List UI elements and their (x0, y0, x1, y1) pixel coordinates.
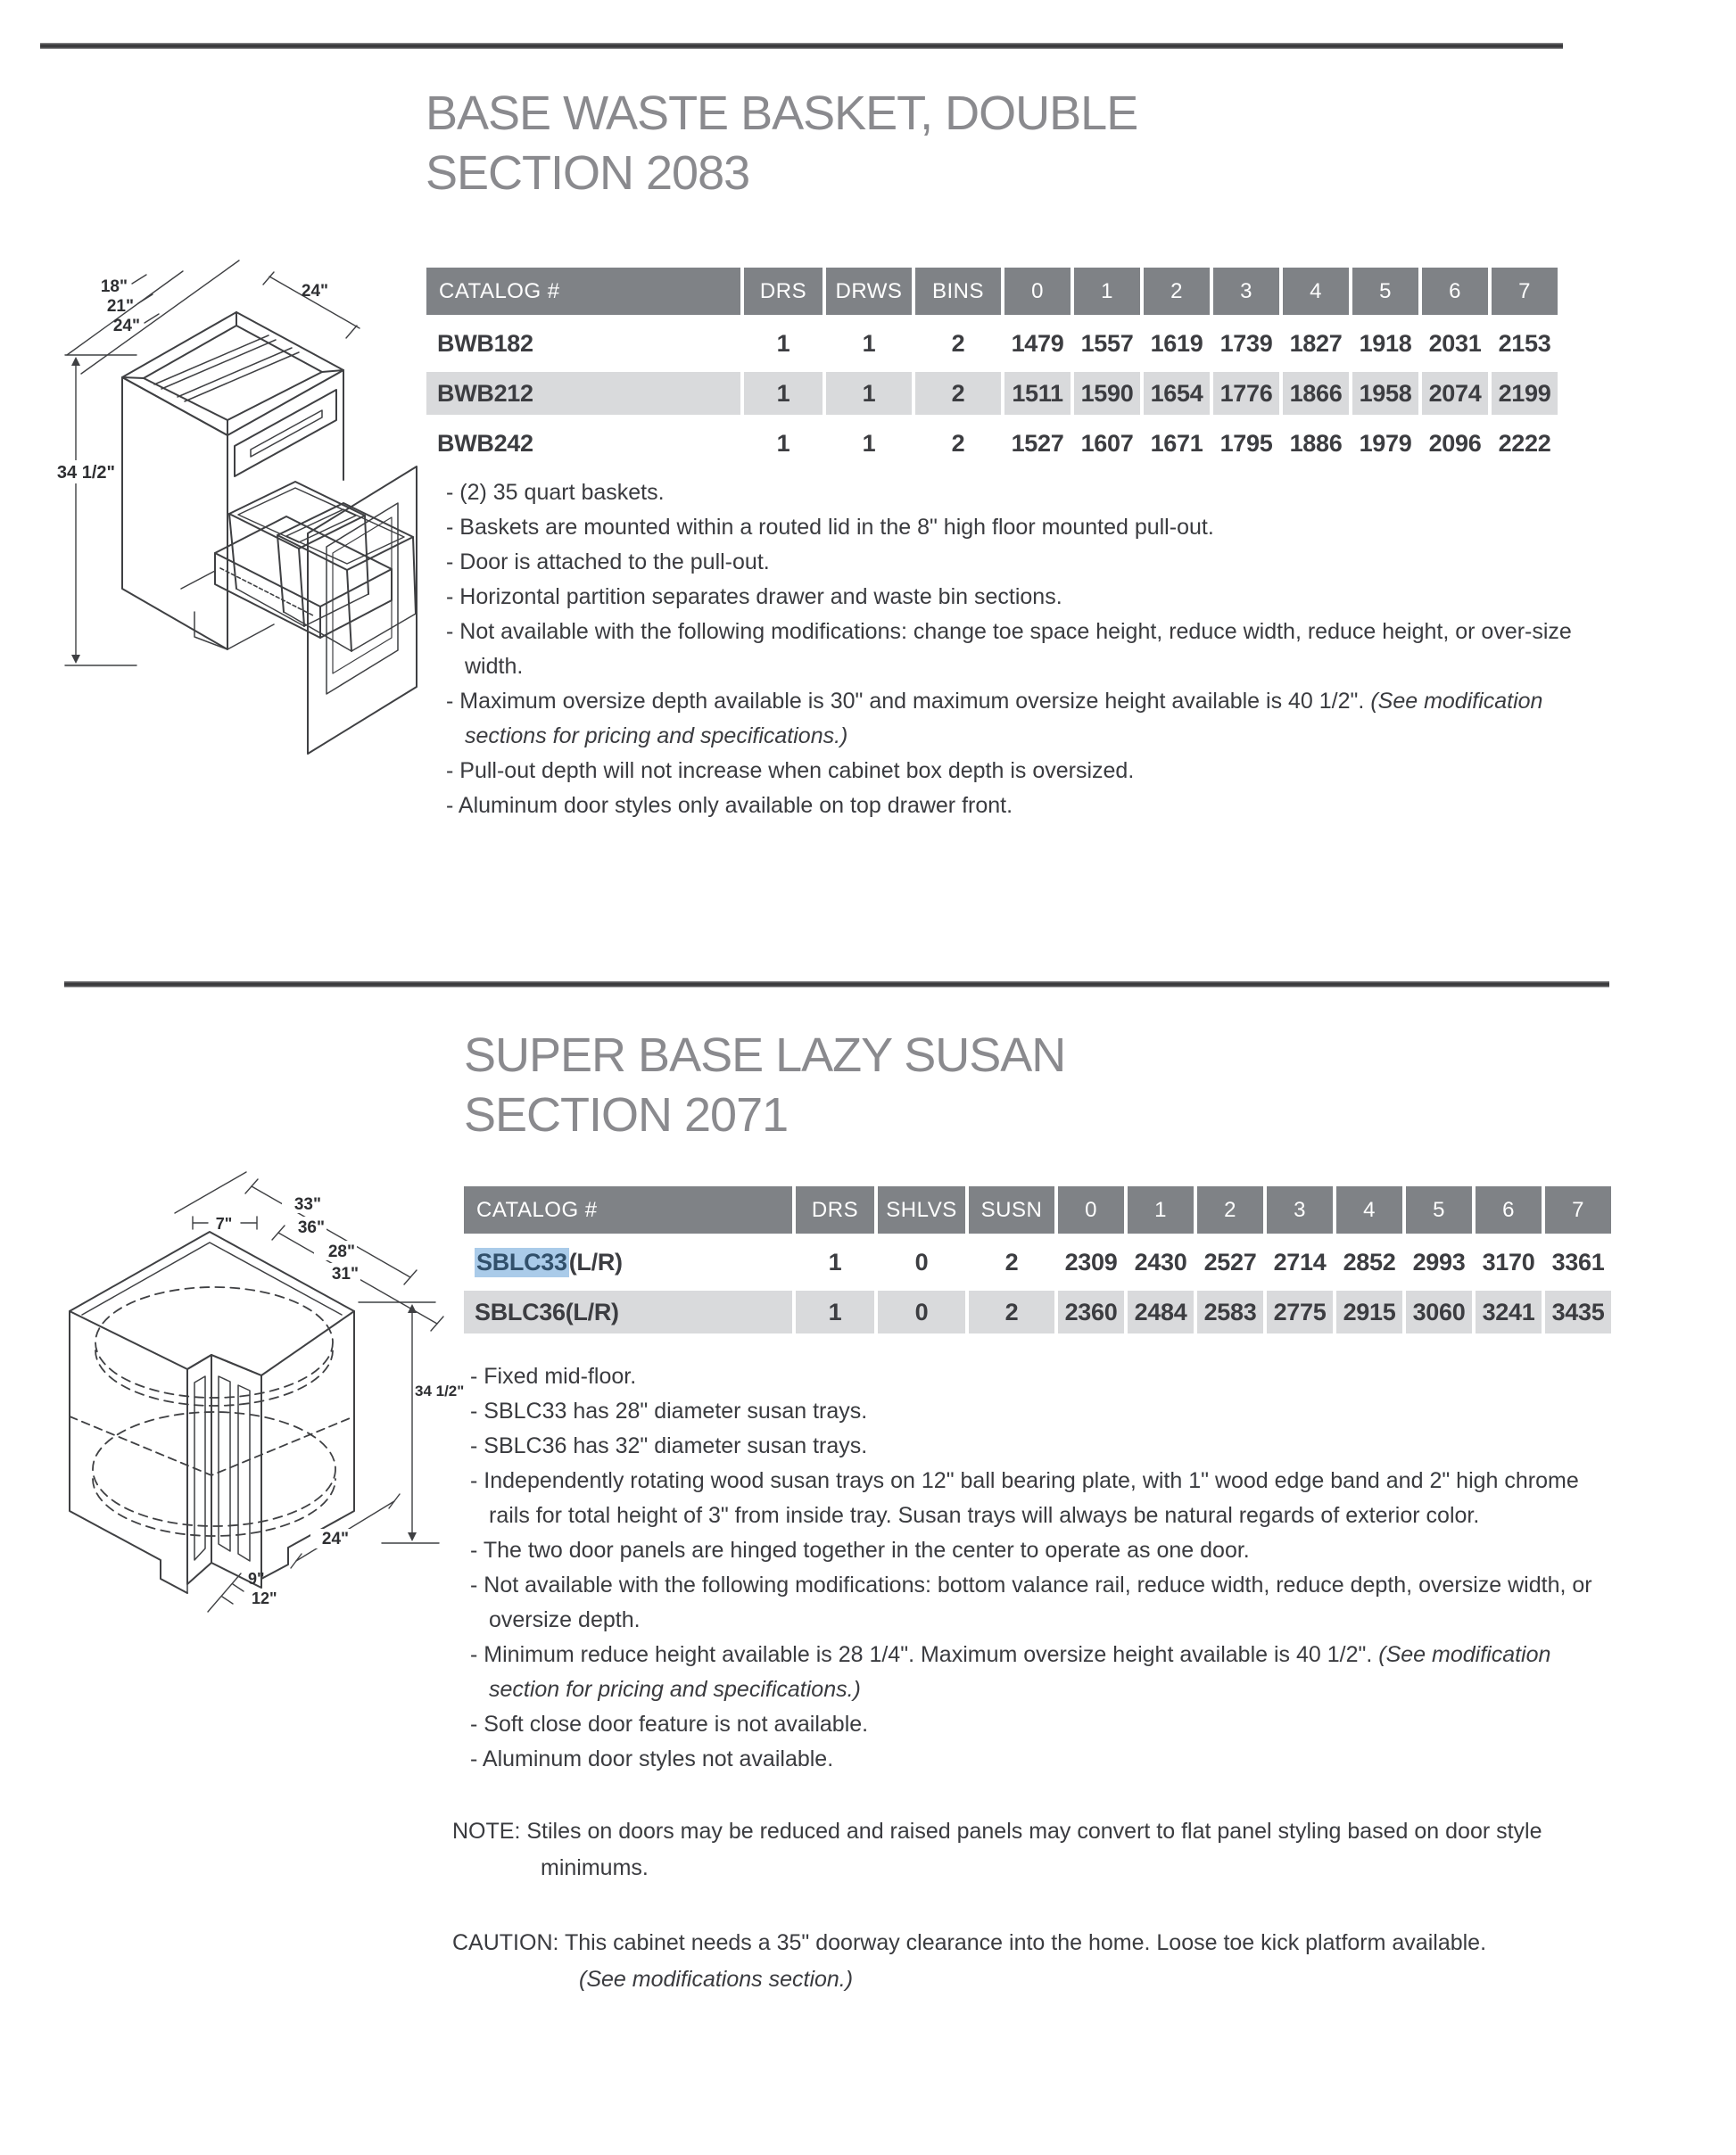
table-cell: 1479 (1011, 329, 1064, 357)
column-header: 4 (1336, 1186, 1402, 1234)
catalog-cell: SBLC36(L/R) (464, 1291, 792, 1333)
table-cell: 0 (914, 1248, 929, 1276)
column-header: 3 (1213, 268, 1279, 315)
table-cell: 2583 (1197, 1291, 1263, 1333)
table-cell: 2222 (1498, 429, 1551, 457)
column-header: 2 (1144, 268, 1210, 315)
spec-bullet-list (446, 475, 1575, 823)
table-cell: 1671 (1150, 429, 1203, 457)
column-header: DRS (744, 268, 823, 315)
dimension-label: 7" (215, 1215, 233, 1233)
table-cell: 2031 (1428, 329, 1482, 357)
bullet-item: - The two door panels are hinged together in the center to operate as one door. (470, 1538, 1250, 1563)
bullet-item: - Aluminum door styles not available. (470, 1746, 834, 1771)
note-line2: minimums. (541, 1855, 649, 1880)
caution-line1: CAUTION: This cabinet needs a 35" doorway clearance into the home. Loose toe kick platform available. (452, 1930, 1487, 1955)
column-header: DRWS (826, 268, 912, 315)
table-row (426, 372, 1558, 415)
caution-line2: (See modifications section.) (579, 1967, 854, 1992)
table-cell: 3361 (1551, 1248, 1605, 1276)
column-header: 3 (1267, 1186, 1333, 1234)
bullet-item: - Aluminum door styles only available on top drawer front. (446, 793, 1013, 818)
table-cell: 1827 (1289, 329, 1343, 357)
column-header: SUSN (969, 1186, 1054, 1234)
table-cell: 1 (826, 372, 912, 415)
column-header: 5 (1406, 1186, 1472, 1234)
table-cell: 2527 (1203, 1248, 1257, 1276)
waste-basket-cabinet-svg (49, 257, 442, 767)
table-cell: 1 (862, 429, 876, 457)
bullet-item: - SBLC33 has 28" diameter susan trays. (470, 1399, 868, 1424)
highlighted-catalog-text: SBLC33 (476, 1248, 567, 1276)
table-cell: 2 (1004, 1248, 1019, 1276)
dimension-label: 9" (248, 1570, 265, 1588)
table-cell: 1 (776, 329, 790, 357)
table-cell: 2 (969, 1291, 1054, 1333)
table-cell: 2153 (1498, 329, 1551, 357)
note-paragraph (452, 1813, 1683, 1887)
caution-paragraph (452, 1925, 1683, 1998)
table-row (464, 1241, 1611, 1284)
dimension-label: 34 1/2" (415, 1383, 465, 1400)
table-cell: 1776 (1213, 372, 1279, 415)
section2-title-line2: SECTION 2071 (464, 1088, 789, 1142)
table-cell: 2199 (1492, 372, 1558, 415)
dimension-label: 21" (106, 297, 134, 316)
dimension-label: 31" (331, 1265, 359, 1284)
lazy-susan-cabinet-svg (27, 1161, 473, 1714)
table-cell: 1619 (1150, 329, 1203, 357)
table-cell: 1527 (1011, 429, 1064, 457)
table-cell: 1590 (1074, 372, 1140, 415)
bullet-item: - (2) 35 quart baskets. (446, 480, 665, 505)
price-table-waste-basket (426, 268, 1558, 465)
table-cell: 1 (744, 372, 823, 415)
table-cell: 3435 (1545, 1291, 1611, 1333)
table-cell: 3241 (1476, 1291, 1542, 1333)
bullet-item: - Independently rotating wood susan trays on 12" ball bearing plate, with 1" wood edge band and 2" high chrome rails for total height of 3" from inside tray. Susan trays will always be natural regards of exterior color. (470, 1468, 1579, 1528)
table-cell: 1918 (1359, 329, 1412, 357)
section1-title-line1: BASE WASTE BASKET, DOUBLE (426, 87, 1138, 140)
table-row (464, 1291, 1611, 1333)
bullet-item: - Pull-out depth will not increase when cabinet box depth is oversized. (446, 758, 1135, 783)
column-header: 5 (1352, 268, 1418, 315)
bullet-item: - Baskets are mounted within a routed lid in the 8" high floor mounted pull-out. (446, 515, 1214, 540)
table-cell: 1886 (1289, 429, 1343, 457)
note-label: NOTE: (452, 1819, 521, 1844)
catalog-cell: BWB212 (426, 372, 740, 415)
column-header: 1 (1074, 268, 1140, 315)
top-divider (40, 43, 1563, 49)
bullet-item: - Horizontal partition separates drawer and waste bin sections. (446, 584, 1062, 609)
table-cell: 2484 (1128, 1291, 1194, 1333)
dimension-label: 12" (252, 1589, 277, 1607)
table-cell: 2714 (1273, 1248, 1327, 1276)
column-header: 0 (1058, 1186, 1124, 1234)
dimension-label: 24" (301, 282, 329, 301)
table-cell: 2775 (1267, 1291, 1333, 1333)
table-cell: 2074 (1422, 372, 1488, 415)
column-header: DRS (796, 1186, 874, 1234)
section2-title (464, 1026, 1065, 1145)
table-cell: 0 (878, 1291, 965, 1333)
catalog-cell: BWB182 (437, 329, 533, 357)
column-header: CATALOG # (426, 268, 740, 315)
table-cell: 1979 (1359, 429, 1412, 457)
catalog-cell: BWB242 (437, 429, 533, 457)
table-cell: 2852 (1343, 1248, 1396, 1276)
dimension-lines (175, 1172, 443, 1612)
table-cell: 2 (951, 329, 965, 357)
table-cell: 1 (796, 1291, 874, 1333)
bullet-item: - Fixed mid-floor. (470, 1364, 637, 1389)
column-header: 7 (1492, 268, 1558, 315)
column-header: 6 (1476, 1186, 1542, 1234)
table-cell: 1557 (1080, 329, 1134, 357)
dimension-label: 24" (112, 317, 140, 335)
spec-bullet-list (470, 1359, 1623, 1777)
bullet-item: - Not available with the following modifications: bottom valance rail, reduce width, reduce depth, oversize width, or oversize depth. (470, 1573, 1592, 1632)
bullet-item: - Soft close door feature is not available. (470, 1712, 869, 1737)
table-cell: 1795 (1219, 429, 1273, 457)
table-cell: 2360 (1058, 1291, 1124, 1333)
note-line1: NOTE: Stiles on doors may be reduced and raised panels may convert to flat panel styling based on door style (452, 1819, 1542, 1844)
table-cell: 2 (951, 429, 965, 457)
table-cell: 3060 (1406, 1291, 1472, 1333)
table-cell: 2430 (1134, 1248, 1187, 1276)
column-header: CATALOG # (464, 1186, 792, 1234)
table-cell: 1958 (1352, 372, 1418, 415)
table-header-row (426, 268, 1558, 315)
section-divider (64, 981, 1609, 987)
table-cell: 1511 (1004, 372, 1071, 415)
table-cell: 1654 (1144, 372, 1210, 415)
waste-basket-cabinet-drawing (49, 257, 442, 767)
caution-label: CAUTION: (452, 1930, 559, 1955)
table-cell: 1607 (1080, 429, 1134, 457)
dimension-label: 28" (327, 1243, 355, 1261)
table-cell: 1866 (1283, 372, 1349, 415)
dimension-label: 36" (297, 1218, 325, 1237)
table-cell: 2096 (1428, 429, 1482, 457)
dimension-label: 34 1/2" (56, 463, 115, 483)
dimension-label: 33" (293, 1195, 321, 1214)
lazy-susan-cabinet-drawing (27, 1161, 473, 1714)
dimension-label: 18" (100, 277, 128, 296)
section1-title-line2: SECTION 2083 (426, 146, 750, 200)
table-cell: 1 (862, 329, 876, 357)
table-cell: 2309 (1064, 1248, 1118, 1276)
table-cell: 2915 (1336, 1291, 1402, 1333)
bullet-item: - Not available with the following modifications: change toe space height, reduce width, reduce height, or over-size width. (446, 619, 1572, 679)
table-row (426, 422, 1558, 465)
column-header: 2 (1197, 1186, 1263, 1234)
column-header: 6 (1422, 268, 1488, 315)
column-header: 1 (1128, 1186, 1194, 1234)
section2-title-line1: SUPER BASE LAZY SUSAN (464, 1028, 1066, 1082)
table-cell: 1 (828, 1248, 842, 1276)
table-cell: 1 (776, 429, 790, 457)
column-header: SHLVS (878, 1186, 965, 1234)
table-header-row (464, 1186, 1611, 1234)
table-row (426, 322, 1558, 365)
catalog-cell: SBLC33 (L/R) (476, 1248, 623, 1276)
column-header: 4 (1283, 268, 1349, 315)
bullet-item: - Minimum reduce height available is 28 1/4". Maximum oversize height available is 40 1/2". (See modification section for pricing and specifications.) (470, 1642, 1551, 1702)
column-header: 7 (1545, 1186, 1611, 1234)
section1-title (426, 84, 1137, 203)
column-header: 0 (1004, 268, 1071, 315)
table-cell: 3170 (1482, 1248, 1535, 1276)
table-cell: 2993 (1412, 1248, 1466, 1276)
table-cell: 2 (915, 372, 1001, 415)
bullet-item: - Maximum oversize depth available is 30" and maximum oversize height available is 40 1/2". (See modification sections for pricing and specifications.) (446, 689, 1543, 748)
bullet-item: - Door is attached to the pull-out. (446, 549, 770, 574)
bullet-item: - SBLC36 has 32" diameter susan trays. (470, 1433, 868, 1458)
table-cell: 1739 (1219, 329, 1273, 357)
dimension-label: 24" (321, 1530, 350, 1548)
column-header: BINS (915, 268, 1001, 315)
price-table-lazy-susan (464, 1186, 1611, 1333)
